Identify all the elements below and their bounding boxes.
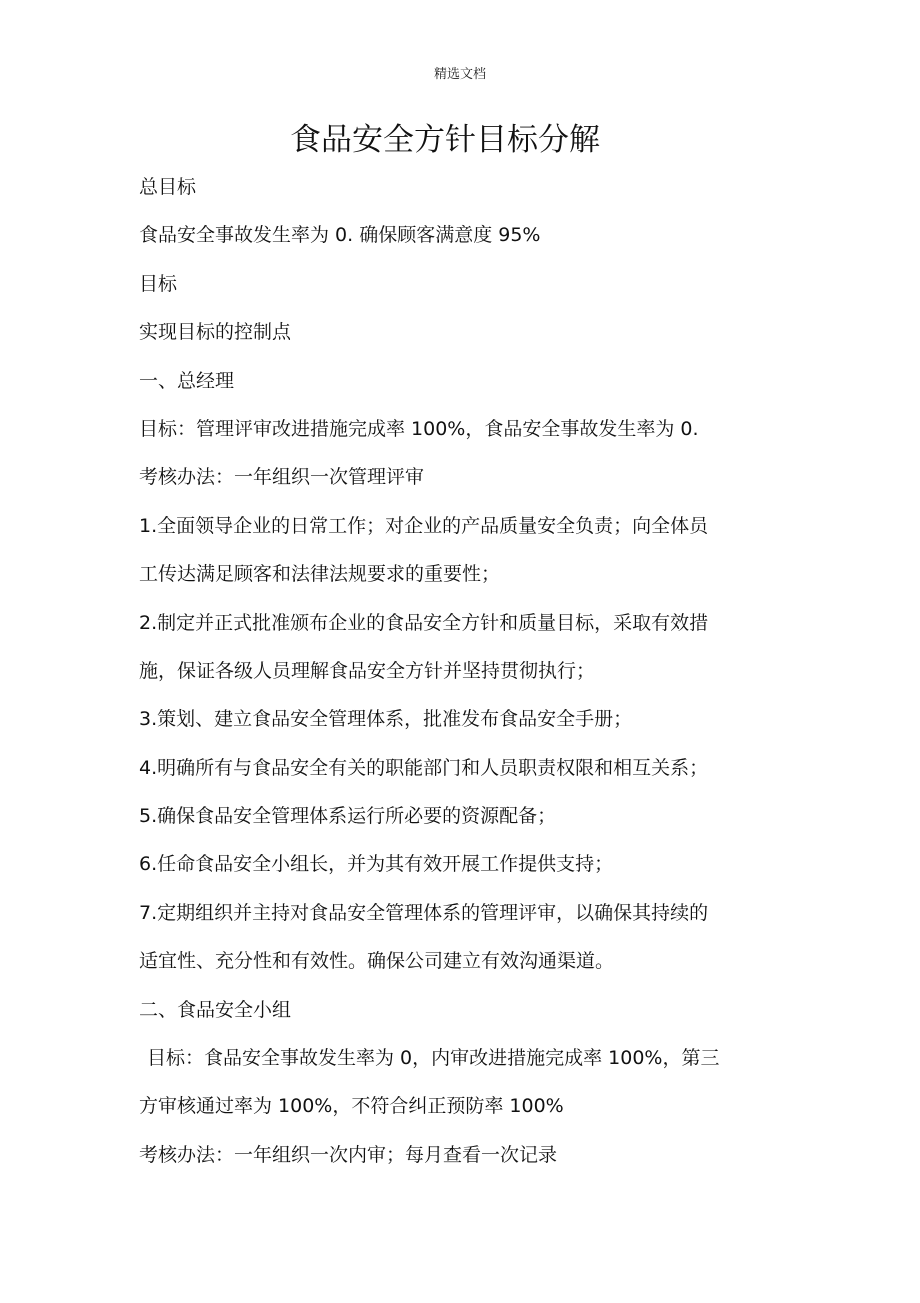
gm-goal-text: 目标：管理评审改进措施完成率 100%，食品安全事故发生率为 0. [139,417,699,440]
section-heading-general-manager: 一、总经理 [139,369,235,392]
gm-duty-7-line-1: 7.定期组织并主持对食品安全管理体系的管理评审，以确保其持续的 [139,901,709,924]
team-assessment-method: 考核办法：一年组织一次内审；每月查看一次记录 [139,1143,558,1166]
document-body [139,170,819,1186]
gm-duty-2-line-2: 施，保证各级人员理解食品安全方针并坚持贯彻执行； [139,659,596,682]
section-heading-overall-goal: 总目标 [139,176,197,198]
gm-duty-4: 4.明确所有与食品安全有关的职能部门和人员职责权限和相互关系； [139,756,709,779]
team-goal-line-1: 目标：食品安全事故发生率为 0，内审改进措施完成率 100%，第三 [147,1047,720,1070]
gm-duty-2-line-1: 2.制定并正式批准颁布企业的食品安全方针和质量目标，采取有效措 [139,611,709,634]
document-title: 食品安全方针目标分解 [290,122,600,158]
overall-goal-text: 食品安全事故发生率为 0. 确保顾客满意度 95% [139,224,541,247]
page-header: 精选文档 [433,67,486,82]
gm-duty-5: 5.确保食品安全管理体系运行所必要的资源配备； [139,805,557,828]
gm-duty-3: 3.策划、建立食品安全管理体系，批准发布食品安全手册； [139,708,633,731]
gm-duty-6: 6.任命食品安全小组长，并为其有效开展工作提供支持； [139,853,614,876]
control-points-heading: 实现目标的控制点 [139,321,292,344]
gm-duty-7-line-2: 适宜性、充分性和有效性。确保公司建立有效沟通渠道。 [139,950,615,973]
gm-duty-1-line-1: 1.全面领导企业的日常工作；对企业的产品质量安全负责；向全体员 [139,514,709,537]
section-heading-food-safety-team: 二、食品安全小组 [139,998,292,1021]
team-goal-line-2: 方审核通过率为 100%，不符合纠正预防率 100% [139,1095,564,1118]
section-heading-goal: 目标 [139,272,178,295]
gm-duty-1-line-2: 工传达满足顾客和法律法规要求的重要性； [139,563,501,586]
gm-assessment-method: 考核办法：一年组织一次管理评审 [139,466,425,489]
